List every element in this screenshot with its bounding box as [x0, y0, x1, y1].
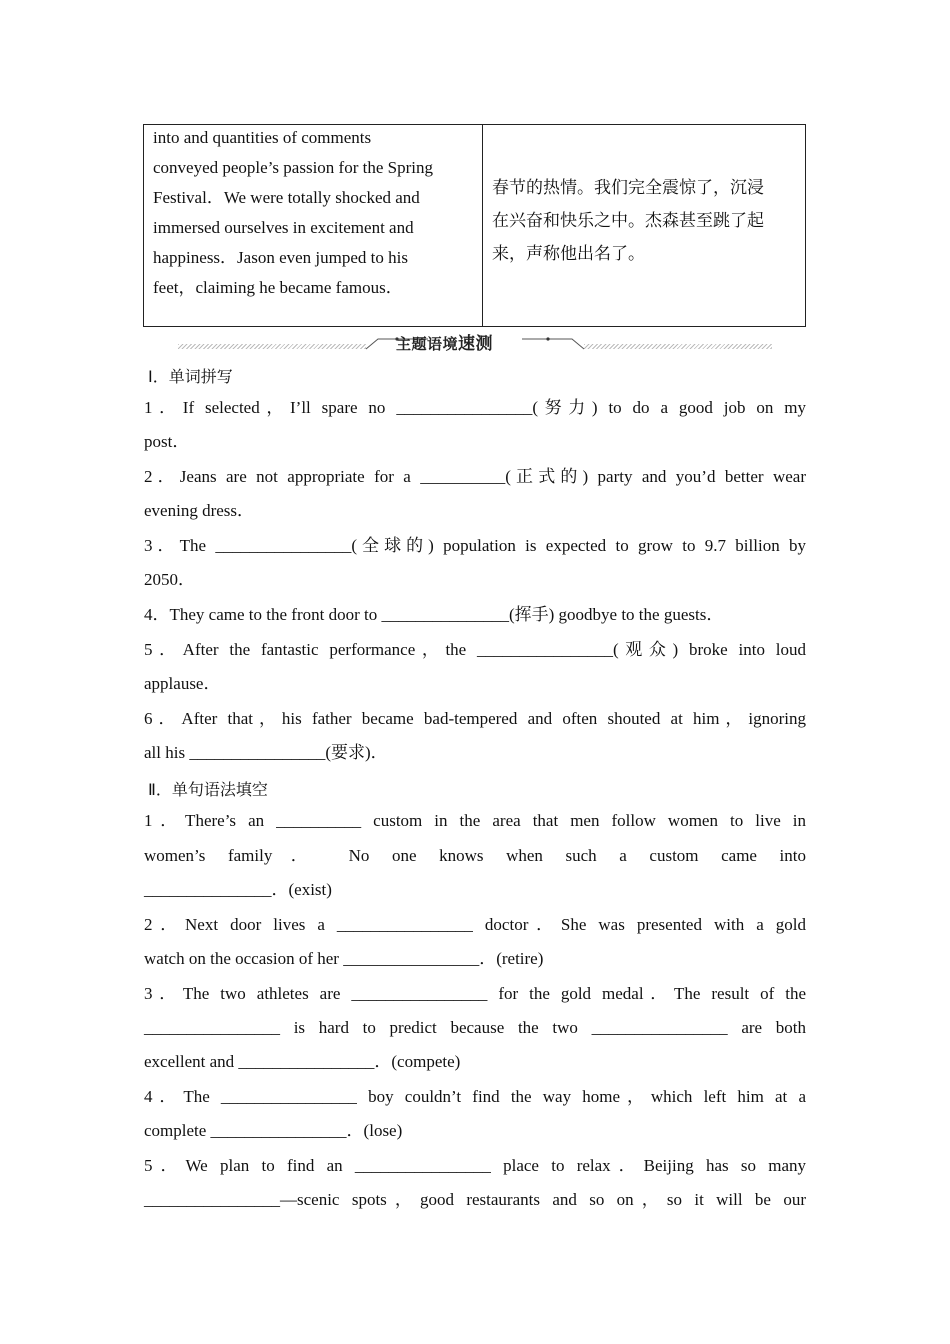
english-line: into and quantities of comments [153, 128, 372, 147]
english-line: Festival．We were totally shocked and [153, 188, 420, 207]
english-cell [144, 125, 483, 326]
chinese-line: 来，声称他出名了。 [492, 244, 645, 264]
exercise-line: 6．After that，his father became bad-tempered and often shouted at him，ignoring [144, 709, 806, 728]
exercise-line: 2．Jeans are not appropriate for a __________(正式的) party and you’d better wear [144, 467, 806, 486]
exercise-line: ________________—scenic spots，good restaurants and so on，so it will be our [144, 1190, 806, 1209]
exercise-line: applause． [144, 674, 221, 693]
exercise-line: 3．The two athletes are ________________ for the gold medal．The result of the [144, 984, 806, 1003]
exercise-line: women’s family． No one knows when such a custom came into [144, 846, 806, 865]
english-line: conveyed people’s passion for the Spring [153, 158, 433, 177]
exercise-line: 2050． [144, 570, 195, 589]
exercise-line: 3．The ________________(全球的) population is expected to grow to 9.7 billion by [144, 536, 806, 555]
section-heading-grammar: Ⅱ．单句语法填空 [148, 780, 268, 799]
exercise-line: all his ________________(要求)． [144, 743, 388, 762]
chinese-cell [483, 125, 805, 326]
chinese-line: 春节的热情。我们完全震惊了，沉浸 [492, 178, 764, 198]
exercise-line: 1．If selected，I’ll spare no ________________(努力) to do a good job on my [144, 398, 806, 417]
english-line: immersed ourselves in excitement and [153, 218, 414, 237]
banner-title-a: 主题语境 [396, 335, 459, 353]
exercise-line: excellent and ________________．(compete) [144, 1052, 461, 1071]
banner-title-b: 速测 [458, 334, 494, 354]
translation-table [143, 124, 806, 327]
exercise-line: 4．They came to the front door to _______________(挥手) goodbye to the guests． [144, 605, 724, 624]
english-line: feet，claiming he became famous． [153, 278, 403, 297]
exercise-line: 5．We plan to find an ________________ place to relax．Beijing has so many [144, 1156, 806, 1175]
exercise-line: ________________ is hard to predict because the two ________________ are both [144, 1018, 806, 1037]
exercise-line: 1．There’s an __________ custom in the area that men follow women to live in [144, 811, 806, 830]
banner-title [396, 329, 493, 354]
exercise-line: _______________．(exist) [144, 880, 332, 899]
exercise-line: 5．After the fantastic performance，the ________________(观众) broke into loud [144, 640, 806, 659]
english-line: happiness．Jason even jumped to his [153, 248, 408, 267]
section-banner [178, 329, 772, 353]
exercise-line: 2．Next door lives a ________________ doctor．She was presented with a gold [144, 915, 806, 934]
exercise-line: post． [144, 432, 190, 451]
exercise-line: evening dress． [144, 501, 255, 520]
exercise-line: 4．The ________________ boy couldn’t find the way home，which left him at a [144, 1087, 806, 1106]
exercise-line: watch on the occasion of her ________________．(retire) [144, 949, 544, 968]
exercise-line: complete ________________．(lose) [144, 1121, 403, 1140]
section-heading-spelling: Ⅰ．单词拼写 [148, 367, 233, 386]
chinese-line: 在兴奋和快乐之中。杰森甚至跳了起 [492, 211, 764, 231]
